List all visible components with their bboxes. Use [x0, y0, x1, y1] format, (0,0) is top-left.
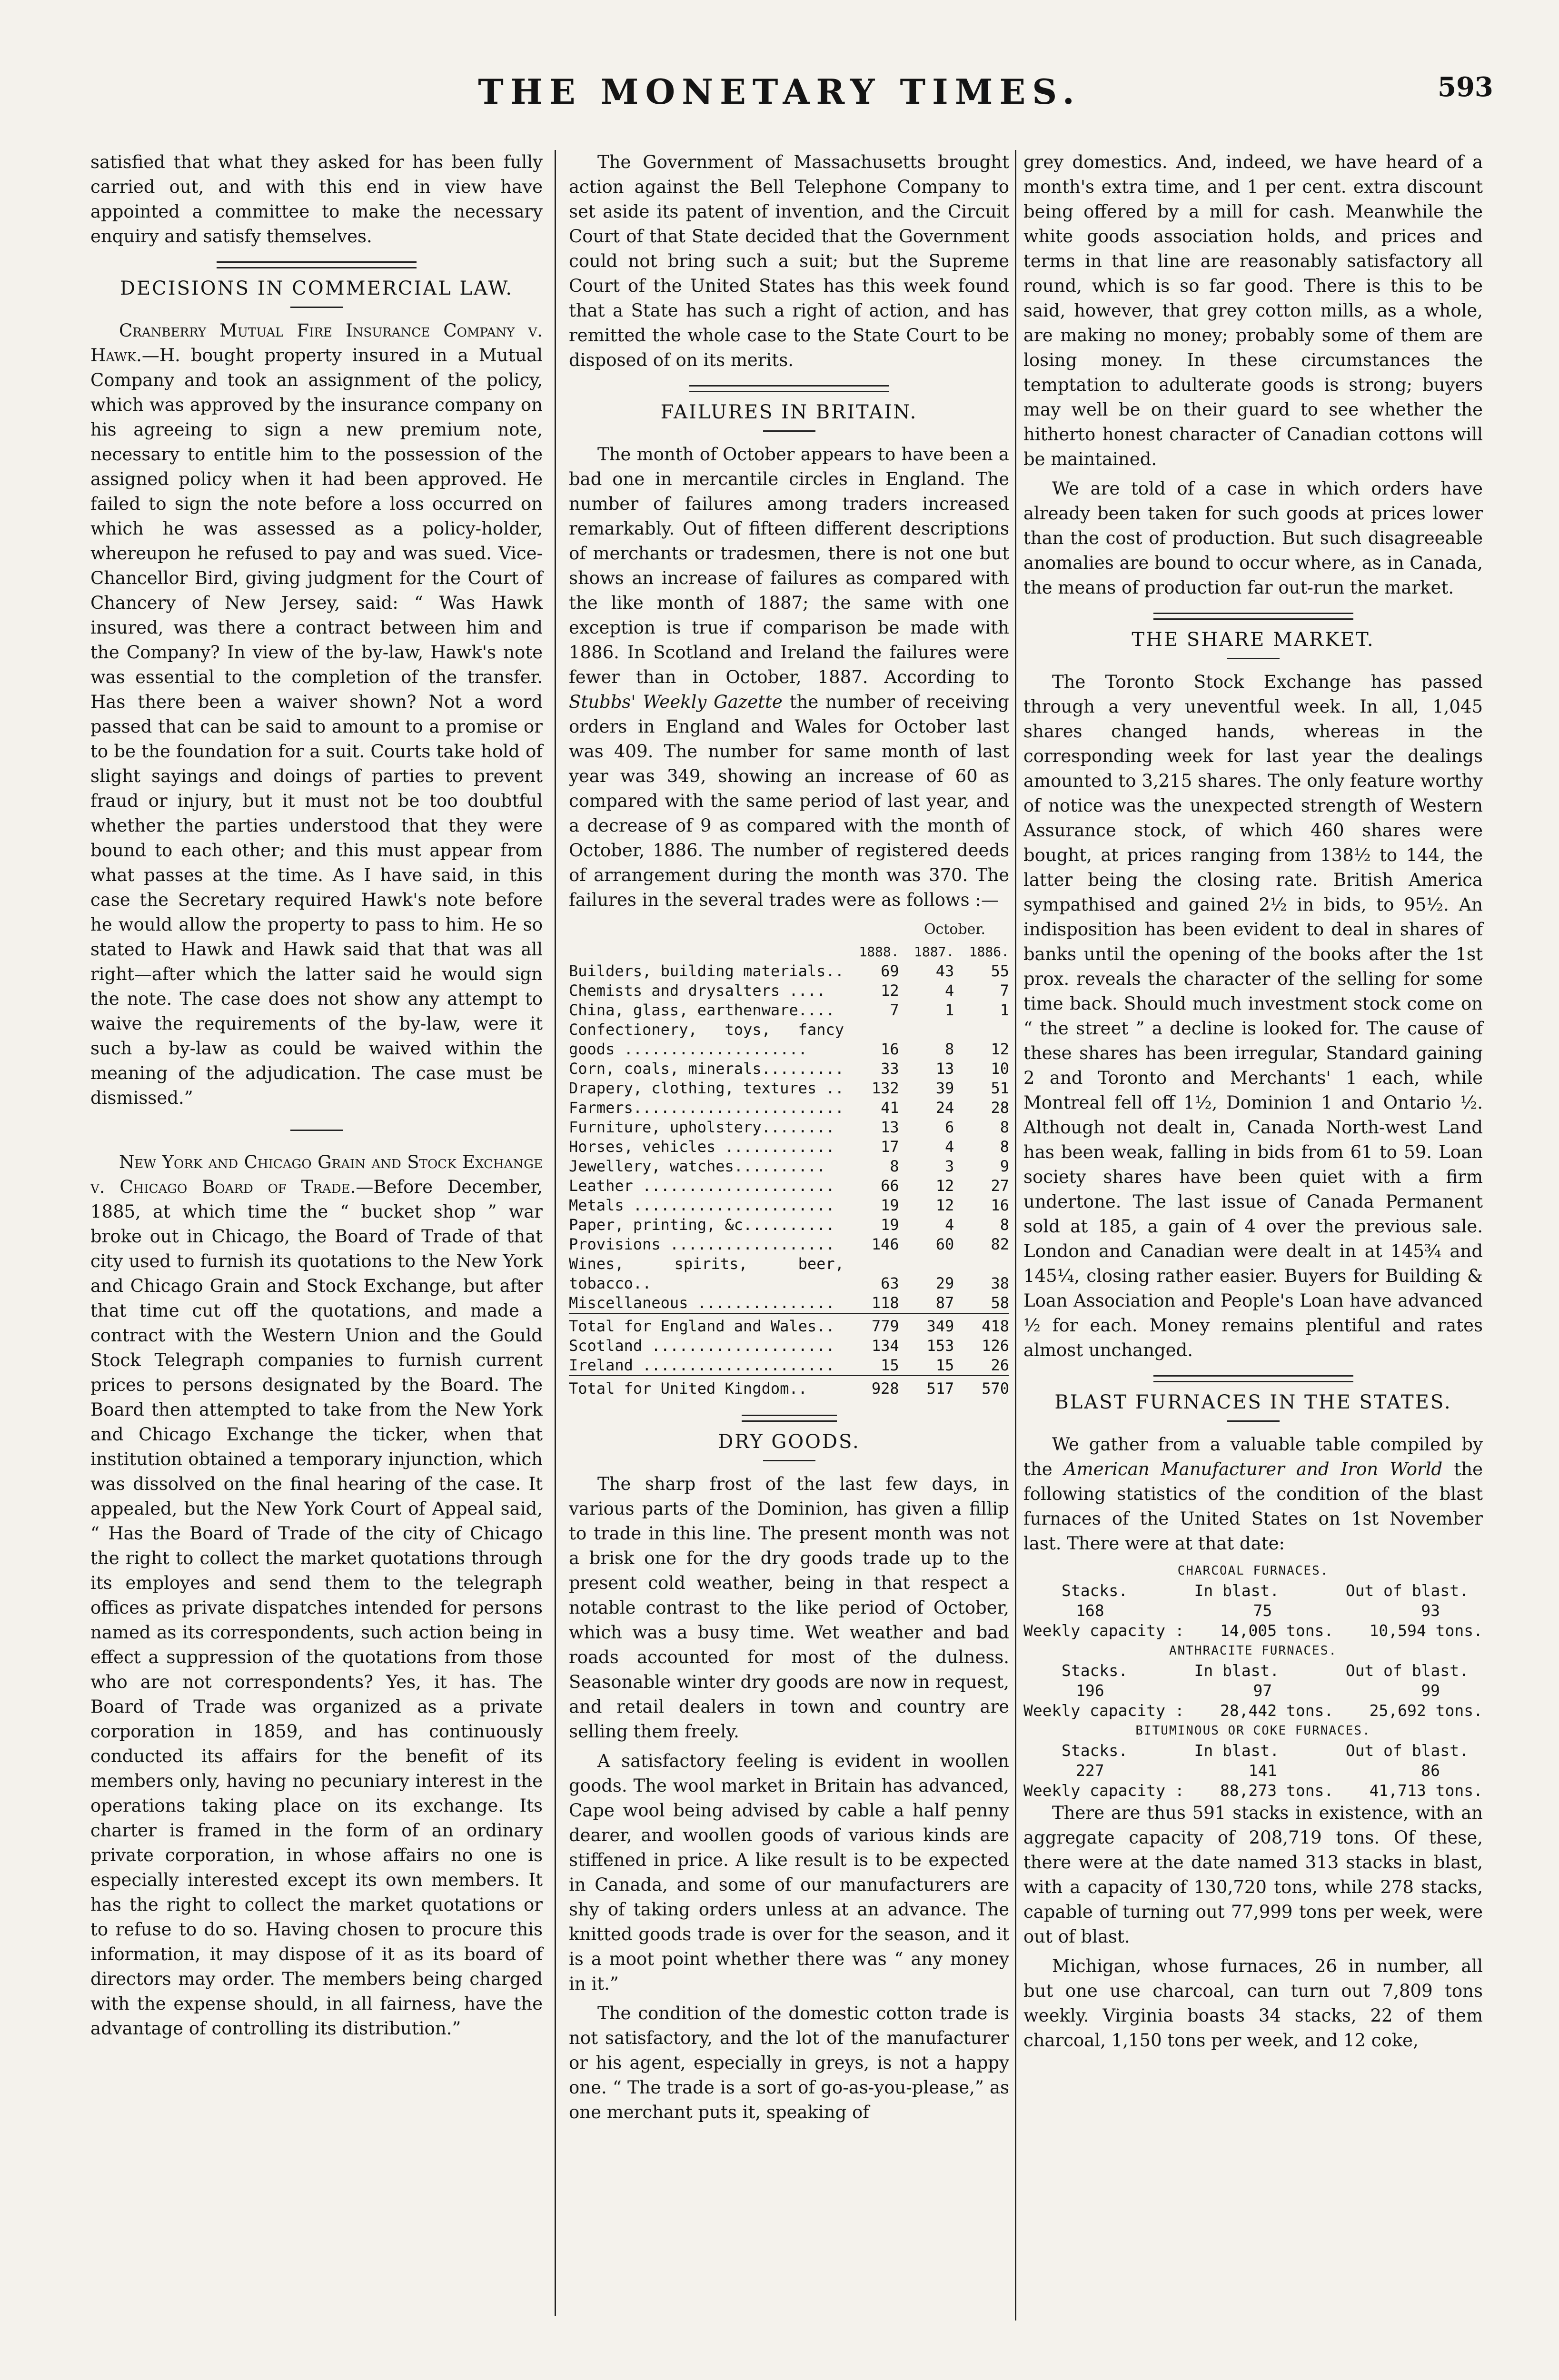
furnace-value: 75 — [1253, 1601, 1272, 1620]
value-cell: 15 — [935, 1356, 954, 1374]
column-label: In blast. — [1194, 1661, 1280, 1680]
section-divider — [217, 261, 417, 268]
value-cell: 418 — [982, 1317, 1009, 1335]
value-cell: 63 — [881, 1274, 899, 1292]
value-cell: 10 — [991, 1060, 1009, 1078]
table-row — [569, 962, 1009, 981]
value-cell: 16 — [881, 1040, 899, 1058]
value-cell: 126 — [982, 1337, 1009, 1355]
value-cell: 153 — [926, 1337, 954, 1355]
section-divider — [1153, 1375, 1353, 1382]
value-cell: 12 — [881, 982, 899, 1000]
section-divider — [1153, 613, 1353, 620]
furnace-values — [1023, 1681, 1483, 1701]
trade-cell: Leather ..................... — [569, 1177, 835, 1195]
section-title-failures: FAILURES IN BRITAIN. — [660, 401, 918, 423]
value-cell: 43 — [935, 962, 954, 980]
furnace-category: CHARCOAL FURNACES. — [1177, 1564, 1329, 1578]
value-cell: 134 — [871, 1337, 899, 1355]
section-divider — [742, 1415, 837, 1422]
value-cell: 27 — [991, 1177, 1009, 1195]
title-rule — [1227, 658, 1280, 659]
trade-cell: Horses, vehicles ............ — [569, 1138, 835, 1156]
page-number: 593 — [1438, 71, 1493, 103]
value-cell: 39 — [935, 1079, 954, 1097]
value-cell: 58 — [991, 1294, 1009, 1312]
column-label: Out of blast. — [1345, 1581, 1469, 1600]
value-cell: 517 — [926, 1379, 954, 1398]
furnace-column-labels — [1023, 1741, 1483, 1761]
title-rule — [290, 307, 343, 308]
value-cell: 8 — [945, 1040, 954, 1058]
furnace-value: 99 — [1421, 1681, 1440, 1700]
capacity-value: 88,273 tons. — [1220, 1781, 1334, 1800]
trade-cell: Jewellery, watches.......... — [569, 1157, 826, 1175]
capacity-value: 25,692 tons. — [1369, 1701, 1483, 1720]
value-cell: 55 — [991, 962, 1009, 980]
value-cell: 12 — [991, 1040, 1009, 1058]
case-separator — [290, 1130, 343, 1131]
year-header: 1887. — [914, 944, 954, 960]
section-title-decisions: DECISIONS IN COMMERCIAL LAW. — [119, 278, 514, 299]
value-cell: 7 — [890, 1001, 899, 1019]
value-cell: 13 — [881, 1118, 899, 1136]
masthead-title: THE MONETARY TIMES. — [478, 71, 1081, 112]
column-label: Out of blast. — [1345, 1741, 1469, 1760]
furnace-category: BITUMINOUS OR COKE FURNACES. — [1135, 1724, 1371, 1738]
section-divider — [689, 385, 889, 392]
value-cell: 15 — [881, 1356, 899, 1374]
source-name: Stubbs' Weekly Gazette — [569, 692, 783, 712]
failures-paragraph: The month of October appears to have been a bad one in mercantile circles in England. The number of failures among traders increased remarkably. Out of fifteen different descriptions of merchants or tradesmen, there is not one but shows an increase of failures as compared with the like month of 1887; the same with one exception is true if comparison be made with 1886. In Scotland and Ireland the failures were fewer than in October, 1887. According to Stubbs' Weekly Gazette the number of receiving orders in England and Wales for October last was 409. The number for same month of last year was 349, showing an increase of 60 as compared with the same period of last year, and a decrease of 9 as compared with the month of October, 1886. The number of registered deeds of arrangement during the month was 370. The failures in the several trades were as follows :— — [569, 444, 1009, 910]
title-rule — [1227, 1420, 1280, 1422]
value-cell: 8 — [1000, 1216, 1009, 1234]
table-row — [569, 1098, 1009, 1118]
case-paragraph — [90, 318, 543, 1111]
value-cell: 38 — [991, 1274, 1009, 1292]
dry-goods-paragraph: A satisfactory feeling is evident in woollen goods. The wool market in Britain has advanced, Cape wool being advised by cable a half penny dearer, and woollen goods of various kinds are stiffened in price. A like result is to be expected in Canada, and some of our manufacturers are shy of taking orders unless at an advance. The knitted goods trade is over for the season, and it is a moot point whether there was “ any money in it.” — [569, 1751, 1009, 1994]
value-cell: 1 — [945, 1001, 954, 1019]
table-group-header: October. — [923, 921, 985, 938]
value-cell: 19 — [881, 1196, 899, 1214]
capacity-value: 10,594 tons. — [1369, 1621, 1483, 1640]
trade-cell: Builders, building materials.. — [569, 962, 844, 980]
column-label: In blast. — [1194, 1741, 1280, 1760]
value-cell: 4 — [945, 1216, 954, 1234]
intro-paragraph: satisfied that what they asked for has been fully carried out, and with this end in view have appointed a committee to make the necessary enquiry and satisfy themselves. — [90, 152, 543, 247]
title-rule — [763, 1460, 815, 1461]
capacity-label: Weekly capacity : — [1023, 1621, 1184, 1640]
value-cell: 19 — [881, 1216, 899, 1234]
table-row — [569, 1379, 1009, 1398]
table-row — [569, 1020, 1009, 1059]
weekly-capacity-row — [1023, 1621, 1483, 1641]
blast-paragraph: There are thus 591 stacks in existence, with an aggregate capacity of 208,719 tons. Of these, there were at the date named 313 stacks in blast, with a capacity of 130,720 tons, while 278 stacks, capable of turning out 77,999 tons per week, were out of blast. — [1023, 1803, 1483, 1947]
value-cell: 51 — [991, 1079, 1009, 1097]
trade-cell: Total for England and Wales.. — [569, 1317, 835, 1335]
capacity-label: Weekly capacity : — [1023, 1781, 1184, 1800]
trade-cell: Total for United Kingdom.. — [569, 1379, 807, 1398]
value-cell: 6 — [945, 1118, 954, 1136]
value-cell: 29 — [935, 1274, 954, 1292]
table-header-row — [569, 942, 1009, 962]
capacity-value: 28,442 tons. — [1220, 1701, 1334, 1720]
trade-cell: Furniture, upholstery........ — [569, 1118, 835, 1136]
value-cell: 12 — [935, 1196, 954, 1214]
furnace-value: 97 — [1253, 1681, 1272, 1700]
value-cell: 66 — [881, 1177, 899, 1195]
value-cell: 8 — [1000, 1138, 1009, 1156]
year-header: 1888. — [859, 944, 899, 960]
value-cell: 8 — [890, 1157, 899, 1175]
value-cell: 4 — [945, 982, 954, 1000]
trade-cell: Farmers....................... — [569, 1099, 844, 1117]
value-cell: 41 — [881, 1099, 899, 1117]
value-cell: 118 — [871, 1294, 899, 1312]
value-cell: 33 — [881, 1060, 899, 1078]
capacity-value: 41,713 tons. — [1369, 1781, 1483, 1800]
year-header: 1886. — [969, 944, 1009, 960]
furnace-column-labels — [1023, 1581, 1483, 1601]
value-cell: 7 — [1000, 982, 1009, 1000]
capacity-label: Weekly capacity : — [1023, 1701, 1184, 1720]
value-cell: 87 — [935, 1294, 954, 1312]
trade-cell: Scotland .................... — [569, 1337, 835, 1355]
case-name: Cranberry Mutual Fire Insurance Company v. Hawk. — [90, 320, 543, 366]
value-cell: 132 — [871, 1079, 899, 1097]
furnace-value: 86 — [1421, 1761, 1440, 1780]
furnace-value: 196 — [1076, 1681, 1104, 1700]
column-label: Stacks. — [1062, 1581, 1128, 1600]
value-cell: 8 — [1000, 1118, 1009, 1136]
section-title-blast-furnaces: BLAST FURNACES IN THE STATES. — [1054, 1391, 1452, 1413]
table-row — [569, 1196, 1009, 1215]
source-name: American Manufacturer and Iron World — [1063, 1459, 1443, 1479]
column-label: Out of blast. — [1345, 1661, 1469, 1680]
value-cell: 82 — [991, 1235, 1009, 1253]
table-row — [569, 1001, 1009, 1020]
column-1 — [90, 150, 543, 2046]
table-row — [569, 1059, 1009, 1079]
dry-goods-continued: grey domestics. And, indeed, we have heard of a month's extra time, and 1 per cent. extra discount being offered by a mill for cash. Meanwhile the white goods association holds, and prices and terms in that line are reasonably satisfactory all round, which is so far good. There is this to be said, however, that grey cotton mills, as a whole, are making no money; probably some of them are losing money. In these circumstances the temptation to adulterate goods is strong; buyers may well be on their guard to see whether the hitherto honest character of Canadian cottons will be maintained. — [1023, 152, 1483, 469]
weekly-capacity-row — [1023, 1701, 1483, 1721]
column-3 — [1023, 150, 1483, 2058]
furnace-statistics — [1023, 1561, 1483, 1801]
table-row — [569, 1356, 1009, 1376]
table-row — [569, 1215, 1009, 1235]
furnace-category: ANTHRACITE FURNACES. — [1169, 1644, 1338, 1658]
column-label: Stacks. — [1062, 1741, 1128, 1760]
table-row — [569, 981, 1009, 1001]
case-paragraph — [90, 1150, 543, 2041]
furnace-value: 141 — [1248, 1761, 1277, 1780]
value-cell: 570 — [982, 1379, 1009, 1398]
table-rule — [569, 1376, 1009, 1379]
value-cell: 9 — [1000, 1157, 1009, 1175]
value-cell: 13 — [935, 1060, 954, 1078]
table-row — [569, 1176, 1009, 1196]
trade-cell: Confectionery, toys, fancy goods .................... — [569, 1021, 844, 1058]
trade-cell: Miscellaneous ............... — [569, 1294, 835, 1312]
capacity-value: 14,005 tons. — [1220, 1621, 1334, 1640]
table-row — [569, 1254, 1009, 1293]
table-row — [569, 1079, 1009, 1098]
furnace-value: 168 — [1076, 1601, 1104, 1620]
case-text: —Before December, 1885, at which time the “ bucket shop ” war broke out in Chicago, the Board of Trade of that city used to furnish its quotations to the New York and Chicago Grain and Stock Exchange, but after that time cut off the quotations, and made a contract with the Western Union and the Gould Stock Telegraph companies to furnish current prices to persons designated by the Board. The Board then attempted to take from the New York and Chicago Exchange the ticker, when that institution obtained a temporary injunction, which was dissolved on the final hearing of the case. It appealed, but the New York Court of Appeal said, “ Has the Board of Trade of the city of Chicago the right to collect the market quotations through its employes and send them to the telegraph offices as private dispatches intended for persons named as its correspondents, such action being in effect a suppression of the quotations from those who are not correspondents? Yes, it has. The Board of Trade was organized as a private corporation in 1859, and has continuously conducted its affairs for the benefit of its members only, having no pecuniary interest in the operations taking place on its exchange. Its charter is framed in the form of an ordinary private corporation, in whose affairs no one is especially interested except its own members. It has the right to collect the market quotations or to refuse to do so. Having chosen to procure this information, it may dispose of it as its board of directors may order. The members being charged with the expense should, in all fairness, have the advantage of controlling its distribution.” — [90, 1177, 543, 2039]
dry-goods-paragraph: The condition of the domestic cotton trade is not satisfactory, and the lot of the manufacturer or his agent, especially in greys, is not a happy one. “ The trade is a sort of go-as-you-please,” as one merchant puts it, speaking of — [569, 2003, 1009, 2122]
case-text: —H. bought property insured in a Mutual Company and took an assignment of the policy, which was approved by the insurance company on his agreeing to sign a new premium note, necessary to entitle him to the possession of the assigned policy when it had been approved. He failed to sign the note before a loss occurred on which he was assessed as a policy-holder, whereupon he refused to pay and was sued. Vice-Chancellor Bird, giving judgment for the Court of Chancery of New Jersey, said: “ Was Hawk insured, was there a contract between him and the Company? In view of the by-law, Hawk's note was essential to the completion of the transfer. Has there been a waiver shown? Not a word passed that can be said to amount to a promise or to be the foundation for a suit. Courts take hold of slight sayings and doings of parties to prevent fraud or injury, but it must not be too doubtful whether the parties understood that they were bound to each other; and this must appear from what passes at the time. As I have said, in this case the Secretary required Hawk's note before he would allow the property to pass to him. He so stated to Hawk and Hawk said that that was all right—after which the latter said he would sign the note. The case does not show any attempt to waive the requirements of the by-law, were it such a by-law as could be waived within the meaning of the adjudication. The case must be dismissed.” — [90, 345, 543, 1108]
dry-goods-paragraph: The sharp frost of the last few days, in various parts of the Dominion, has given a fillip to trade in this line. The present month was not a brisk one for the dry goods trade up to the present cold weather, being in that respect a notable contrast to the like period of October, which was a busy time. Wet weather and bad roads accounted for most of the dulness. Seasonable winter dry goods are now in request, and retail dealers in town and country are selling them freely. — [569, 1474, 1009, 1742]
intro-paragraph: The Government of Massachusetts brought action against the Bell Telephone Company to set aside its patent of invention, and the Circuit Court of that State decided that the Government could not bring such a suit; but the Supreme Court of the United States has this week found that a State has such a right of action, and has remitted the whole case to the State Court to be disposed of on its merits. — [569, 152, 1009, 370]
trade-cell: Wines, spirits, beer, tobacco.. — [569, 1255, 844, 1292]
furnace-values — [1023, 1601, 1483, 1621]
blast-paragraph: Michigan, whose furnaces, 26 in number, all but one use charcoal, can turn out 7,809 tons weekly. Virginia boasts 34 stacks, 22 of them charcoal, 1,150 tons per week, and 12 coke, — [1023, 1956, 1483, 2051]
section-title-share-market: THE SHARE MARKET. — [1132, 629, 1375, 651]
value-cell: 24 — [935, 1099, 954, 1117]
value-cell: 1 — [1000, 1001, 1009, 1019]
trade-cell: Chemists and drysalters .... — [569, 982, 826, 1000]
value-cell: 69 — [881, 962, 899, 980]
value-cell: 28 — [991, 1099, 1009, 1117]
trade-cell: Metals ...................... — [569, 1196, 835, 1214]
share-market-paragraph: The Toronto Stock Exchange has passed through a very uneventful week. In all, 1,045 shares changed hands, whereas in the corresponding week for last year the dealings amounted to 3,215 shares. The only feature worthy of notice was the unexpected strength of Western Assurance stock, of which 460 shares were bought, at prices ranging from 138½ to 144, the latter being the closing rate. British America sympathised and gained 2½ in bids, to 95½. An indisposition has been evident to deal in shares of banks until the opening of the books after the 1st prox. reveals the character of the selling for some time back. Should much investment stock come on “ the street ” a decline is looked for. The cause of these shares has been irregular, Standard gaining 2 and Toronto and Merchants' 1 each, while Montreal fell off 1½, Dominion 1 and Ontario ½. Although not dealt in, Canada North-west Land has been weak, falling in bids from 61 to 59. Loan society shares have been quiet with a firm undertone. The last issue of Canada Permanent sold at 185, a gain of 4 over the previous sale. London and Canadian were dealt in at 145¾ and 145¼, closing rather easier. Buyers for Building & Loan Association and People's Loan have advanced ½ for each. Money remains plentiful and rates almost unchanged. — [1023, 672, 1483, 1360]
failures-table — [569, 942, 1009, 1398]
value-cell: 17 — [881, 1138, 899, 1156]
table-row — [569, 1293, 1009, 1313]
trade-cell: Provisions .................. — [569, 1235, 835, 1253]
trade-cell: Drapery, clothing, textures .. — [569, 1079, 844, 1097]
value-cell: 4 — [945, 1138, 954, 1156]
value-cell: 928 — [871, 1379, 899, 1398]
column-divider — [1015, 150, 1016, 2320]
dry-goods-paragraph: We are told of a case in which orders have already been taken for such goods at prices lower than the cost of production. But such disagreeable anomalies are bound to occur where, as in Canada, the means of production far out-run the market. — [1023, 478, 1483, 598]
value-cell: 779 — [871, 1317, 899, 1335]
trade-cell: Ireland ..................... — [569, 1356, 835, 1374]
trade-cell: Corn, coals, minerals......... — [569, 1060, 844, 1078]
column-divider — [555, 150, 556, 2316]
table-row — [569, 1235, 1009, 1254]
value-cell: 16 — [991, 1196, 1009, 1214]
table-row — [569, 1317, 1009, 1336]
column-label: In blast. — [1194, 1581, 1280, 1600]
trade-cell: Paper, printing, &c.......... — [569, 1216, 835, 1234]
table-row — [569, 1118, 1009, 1137]
column-label: Stacks. — [1062, 1661, 1128, 1680]
trade-cell: China, glass, earthenware.... — [569, 1001, 835, 1019]
value-cell: 146 — [871, 1235, 899, 1253]
value-cell: 26 — [991, 1356, 1009, 1374]
case-name: New York and Chicago Grain and Stock Exchange v. Chicago Board of Trade. — [90, 1152, 543, 1197]
section-title-dry-goods: DRY GOODS. — [718, 1431, 860, 1453]
column-2 — [569, 150, 1009, 2130]
value-cell: 60 — [935, 1235, 954, 1253]
value-cell: 12 — [935, 1177, 954, 1195]
table-row — [569, 1157, 1009, 1176]
table-row — [569, 1137, 1009, 1157]
weekly-capacity-row — [1023, 1781, 1483, 1801]
table-row — [569, 1336, 1009, 1356]
furnace-values — [1023, 1761, 1483, 1781]
value-cell: 3 — [945, 1157, 954, 1175]
table-rule — [569, 1313, 1009, 1317]
furnace-value: 93 — [1421, 1601, 1440, 1620]
title-rule — [763, 430, 815, 432]
value-cell: 349 — [926, 1317, 954, 1335]
furnace-value: 227 — [1076, 1761, 1104, 1780]
blast-intro-paragraph: We gather from a valuable table compiled by the American Manufacturer and Iron World the following statistics of the condition of the blast furnaces of the United States on 1st November last. There were at that date: — [1023, 1434, 1483, 1554]
furnace-column-labels — [1023, 1661, 1483, 1681]
